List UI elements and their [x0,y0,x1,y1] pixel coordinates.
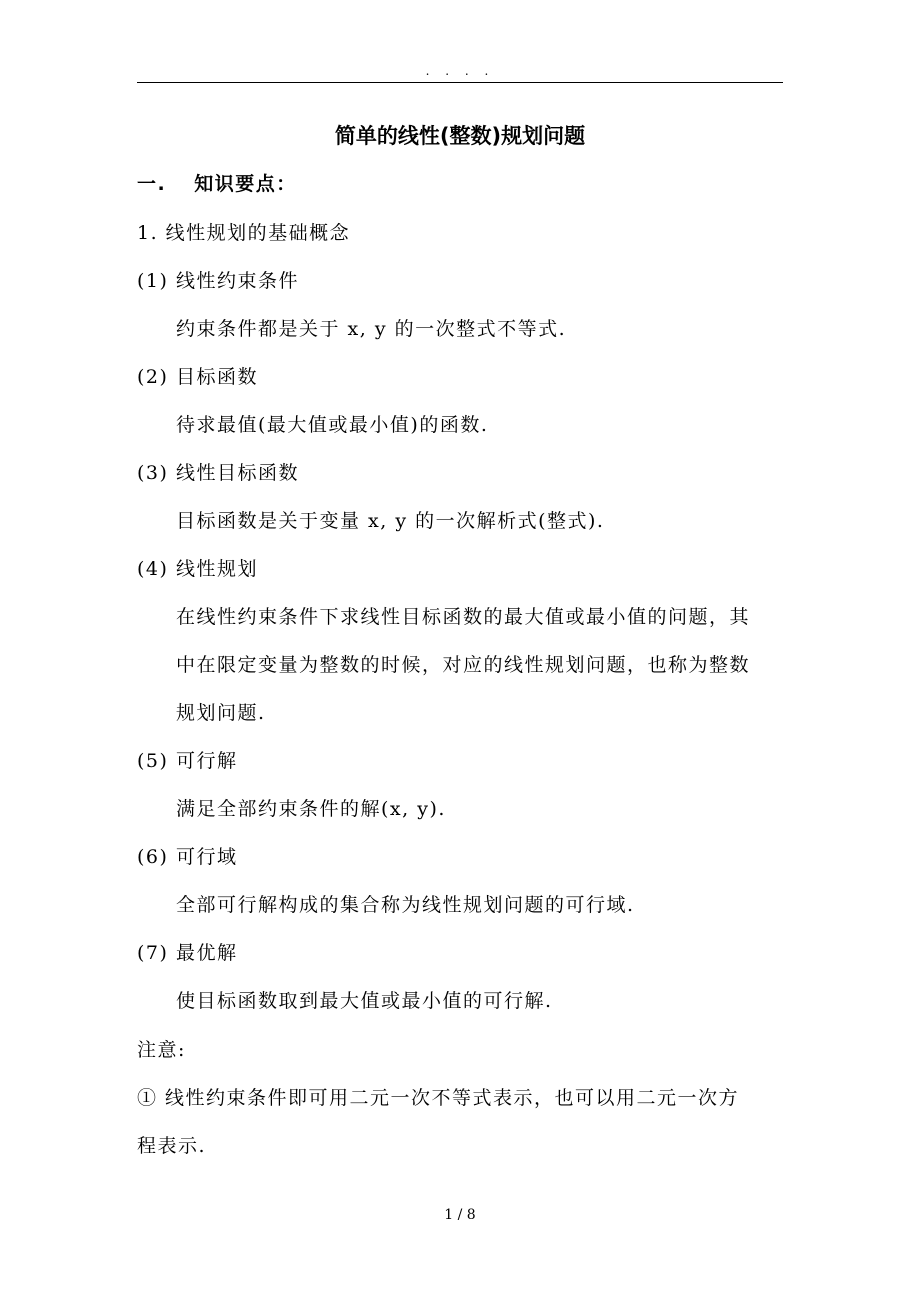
doc-line: (2) 目标函数 [137,366,258,388]
doc-line: 注意: [137,1039,186,1061]
page-number: 1 / 8 [444,1207,476,1223]
header-mark: . . . . [425,64,495,78]
doc-line: (4) 线性规划 [137,558,258,580]
section-number: 一. [137,173,167,195]
doc-line: 规划问题. [176,702,266,724]
header-rule [137,82,783,83]
doc-line: (7) 最优解 [137,942,238,964]
doc-line: (3) 线性目标函数 [137,462,299,484]
page-title: 简单的线性(整数)规划问题 [334,124,586,148]
doc-line: (5) 可行解 [137,750,238,772]
doc-line: 待求最值(最大值或最小值)的函数. [176,414,489,436]
doc-line: (1) 线性约束条件 [137,270,299,292]
doc-line: 目标函数是关于变量 x, y 的一次解析式(整式). [176,510,605,532]
doc-line: 1. 线性规划的基础概念 [137,222,351,244]
doc-line: (6) 可行域 [137,846,238,868]
doc-line: 满足全部约束条件的解(x, y). [176,798,446,820]
doc-line: 程表示. [137,1135,207,1157]
section-heading [137,170,297,198]
doc-line: 约束条件都是关于 x, y 的一次整式不等式. [176,318,567,340]
doc-line: 使目标函数取到最大值或最小值的可行解. [176,990,553,1012]
doc-line: 在线性约束条件下求线性目标函数的最大值或最小值的问题，其 [176,606,751,628]
doc-line: ① 线性约束条件即可用二元一次不等式表示，也可以用二元一次方 [137,1087,740,1109]
doc-line: 全部可行解构成的集合称为线性规划问题的可行域. [176,894,635,916]
doc-line: 中在限定变量为整数的时候，对应的线性规划问题，也称为整数 [176,654,751,676]
section-label: 知识要点： [194,173,297,195]
